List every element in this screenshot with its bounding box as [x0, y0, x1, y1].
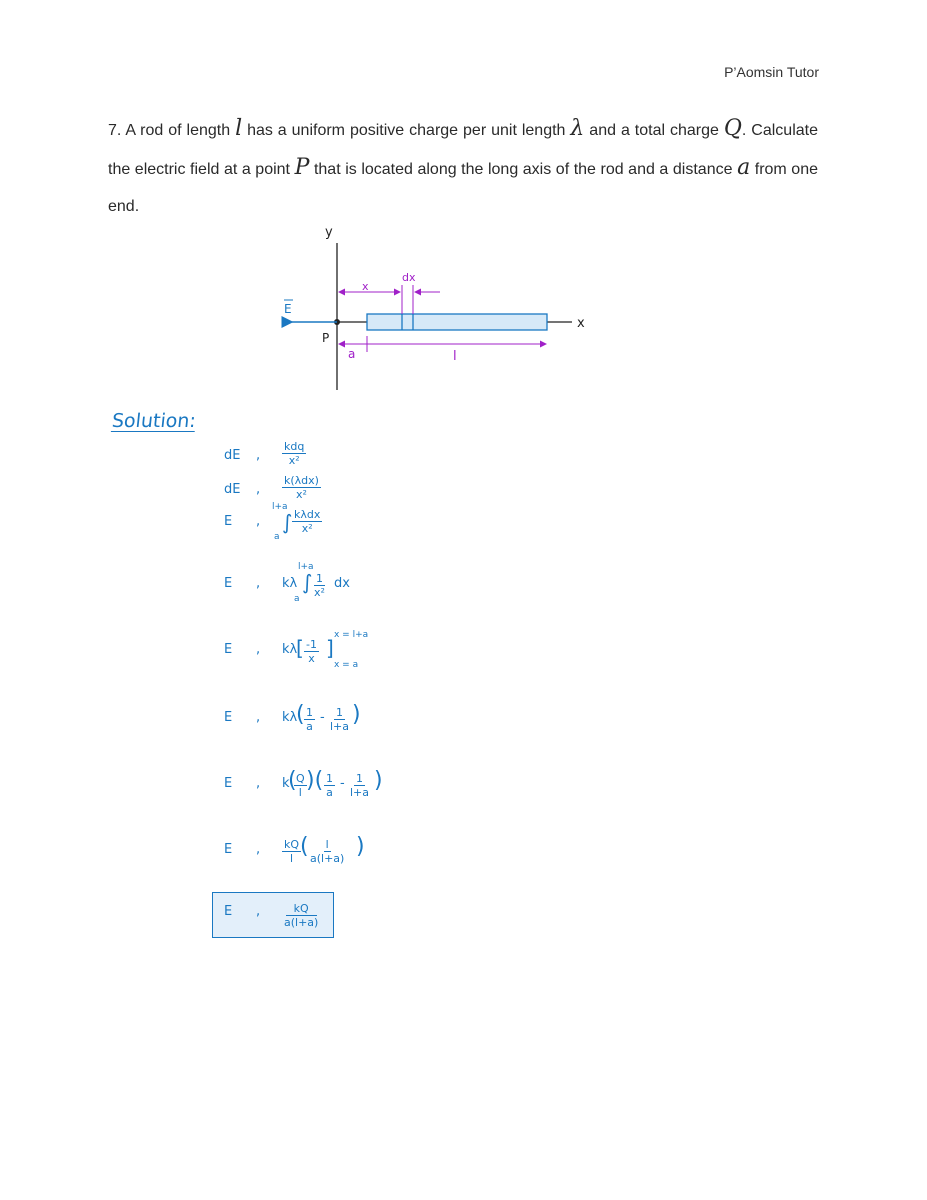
var-l: l [235, 116, 243, 141]
solution-title: Solution: [110, 410, 197, 432]
point-p-label: P [322, 331, 330, 345]
y-axis-label: y [325, 225, 333, 240]
l-length-label: l [453, 349, 457, 364]
problem-text-5: that is located along the long axis of the rod and a distance [313, 161, 733, 178]
x-axis-label: x [577, 316, 585, 331]
header-brand: P’Aomsin Tutor [724, 64, 819, 80]
problem-text-6: from one end. [108, 161, 819, 215]
var-a: a [737, 155, 751, 180]
a-distance-label: a [348, 347, 356, 361]
problem-text-3: and a total charge [589, 122, 719, 139]
dx-label: dx [402, 271, 416, 284]
problem-text-4: . Calculate the electric field at a point [108, 122, 819, 178]
solution-steps: dE , $\frac{\text{kdq}}{\text{x²}}$ dE , $\frac{\text{k(λdx)}}{\text{x²}}$ E , l+a ∫ a kλdx x² E , kλ l+a ∫ a $\frac{1}{\text{x²}}$ dx E , kλ [ $\frac{-1}{x}$ ] x = l+a x = a E , kλ ( $\frac{1}{a}$ - $\frac{1}{l+a}$ ) E , k ( $\frac{Q}{l}$ )( $\frac{1}{a}$ - $\frac{1}{l+a}$ ) E , $\frac{kQ}{l}$ ( $\frac{l}{a(l+a)}$ ) E , $\frac{kQ}{a(l+a)}$ [224, 440, 383, 929]
problem-text-2: has a uniform positive charge per unit length [247, 122, 566, 139]
var-q: Q [723, 116, 742, 141]
var-lambda: λ [570, 116, 585, 141]
var-p: P [294, 155, 310, 180]
field-label: E [284, 302, 292, 316]
problem-text-1: 7. A rod of length [108, 122, 231, 139]
x-distance-label: x [362, 280, 369, 293]
